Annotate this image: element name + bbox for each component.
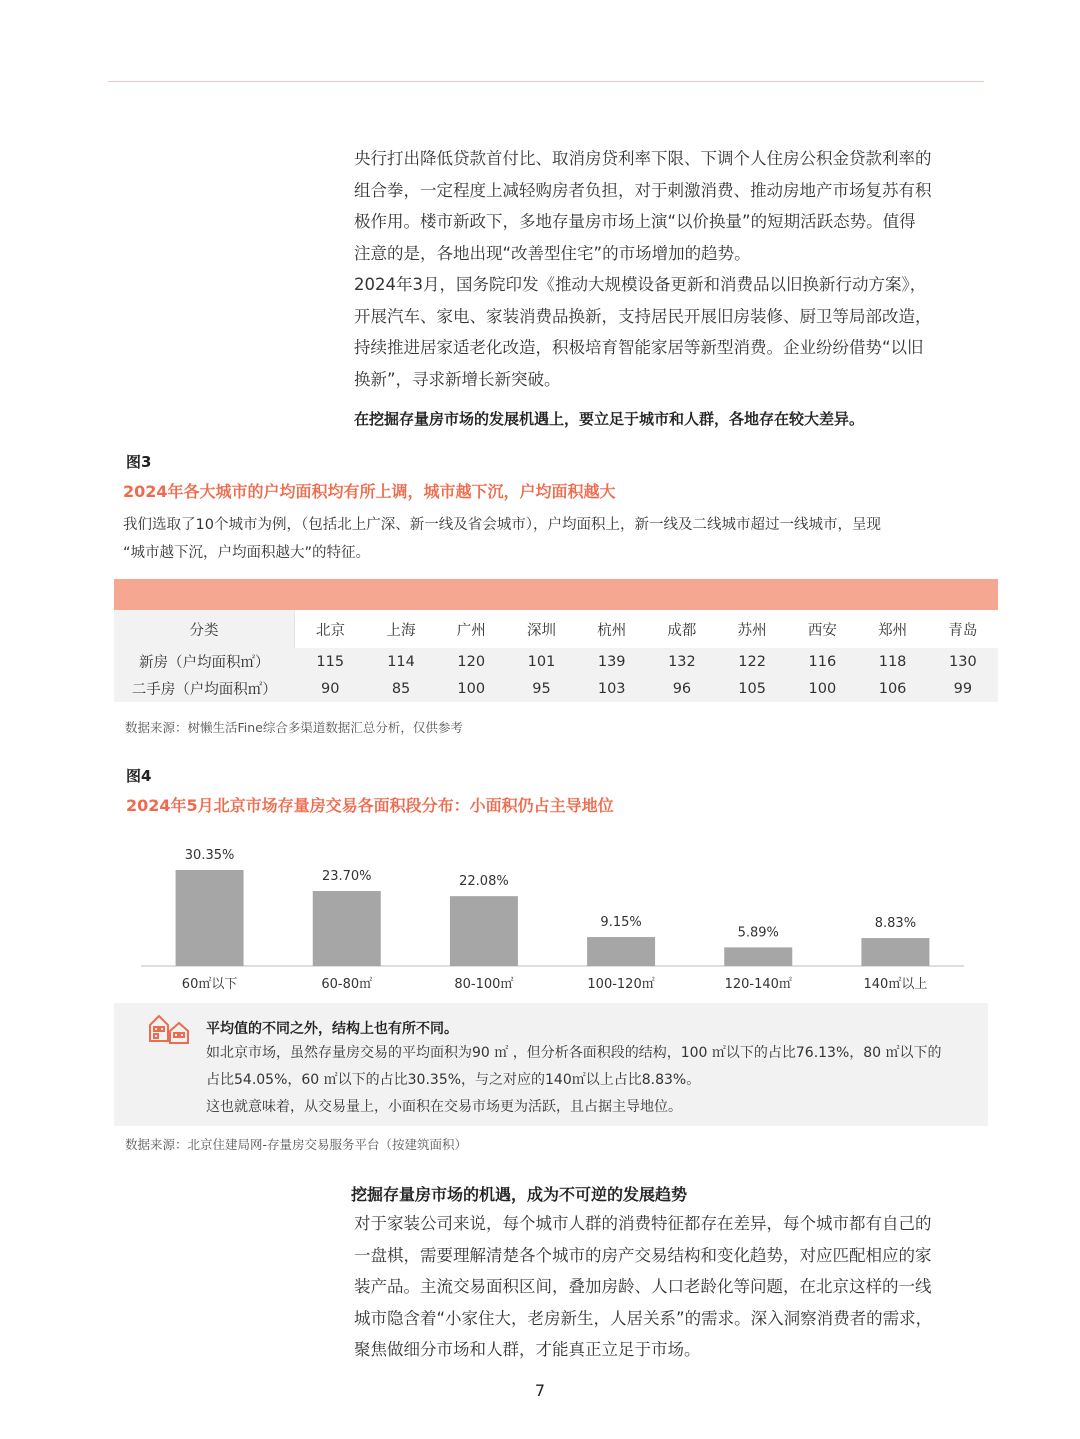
note-line: 这也就意味着，从交易量上，小面积在交易市场更为活跃，且占据主导地位。: [206, 1099, 682, 1115]
table-cell: 85: [366, 675, 436, 702]
table-header-cell: 成都: [667, 622, 697, 639]
table-cell: 115: [295, 648, 366, 675]
section-line: 聚焦做细分市场和人群，才能真正立足于市场。: [354, 1340, 701, 1359]
chart-bar: [587, 937, 655, 966]
section-title: 挖掘存量房市场的机遇，成为不可逆的发展趋势: [351, 1185, 688, 1204]
table-cell: 99: [928, 675, 998, 702]
chart-tick-label: 100-120㎡: [587, 977, 655, 992]
chart-bar: [450, 896, 518, 966]
chart-value-label: 22.08%: [459, 874, 509, 890]
chart-value-label: 23.70%: [321, 869, 372, 885]
table-header-cell: 分类: [114, 610, 295, 648]
table-cell: 120: [436, 648, 506, 675]
intro-line: 极作用。楼市新政下，多地存量房市场上演“以价换量”的短期活跃态势。值得: [354, 212, 916, 231]
figure3-label: 图3: [126, 453, 152, 471]
table-cell: 新房（户均面积㎡）: [114, 648, 295, 675]
table-cell: 132: [647, 648, 717, 675]
note-line: 占比54.05%，60 ㎡以下的占比30.35%，与之对应的140㎡以上占比8.83%。: [206, 1072, 701, 1088]
note-body: [206, 1040, 976, 1121]
intro-line: 央行打出降低贷款首付比、取消房贷利率下限、下调个人住房公积金贷款利率的: [354, 149, 932, 168]
table-header-cell: 广州: [456, 622, 486, 639]
chart-value-label: 5.89%: [737, 925, 779, 941]
table-cell: 130: [928, 648, 998, 675]
intro-bold-statement: 在挖掘存量房市场的发展机遇上，要立足于城市和人群，各地存在较大差异。: [354, 410, 865, 428]
intro-line: 换新”，寻求新增长新突破。: [354, 369, 561, 389]
chart-bar: [313, 891, 381, 966]
figure3-title: 2024年各大城市的户均面积均有所上调，城市越下沉，户均面积越大: [123, 482, 616, 501]
chart-value-label: 30.35%: [184, 848, 235, 863]
note-line: 如北京市场，虽然存量房交易的平均面积为90 ㎡ ，但分析各面积段的结构，100 ㎡以下的占比76.13%，80 ㎡以下的: [206, 1045, 942, 1061]
chart-tick-label: 60-80㎡: [321, 977, 373, 992]
table-header-cell: 苏州: [737, 622, 767, 639]
section-line: 一盘棋，需要理解清楚各个城市的房产交易结构和变化趋势，对应匹配相应的家: [354, 1245, 932, 1265]
chart-bar: [724, 947, 792, 966]
page-number: 7: [534, 1381, 546, 1400]
table-header-cell: 深圳: [526, 622, 556, 639]
section-line: 装产品。主流交易面积区间，叠加房龄、人口老龄化等问题，在北京这样的一线: [354, 1277, 932, 1296]
table-cell: 103: [577, 675, 647, 702]
chart-tick-label: 140㎡以上: [863, 977, 928, 992]
table-cell: 95: [506, 675, 576, 702]
intro-line: 持续推进居家适老化改造，积极培育智能家居等新型消费。企业纷纷借势“以旧: [354, 338, 924, 357]
table-cell: 114: [366, 648, 436, 675]
table-header-cell: 郑州: [878, 622, 908, 639]
chart-bar: [176, 870, 244, 966]
chart-tick-label: 80-100㎡: [454, 977, 514, 992]
table-cell: 116: [787, 648, 857, 675]
table-cell: 106: [857, 675, 927, 702]
chart-tick-label: 120-140㎡: [724, 977, 792, 992]
desc-line: 我们选取了10个城市为例，（包括北上广深、新一线及省会城市），户均面积上，新一线及二线城市超过一线城市，呈现: [123, 517, 881, 533]
table-header-cell: 杭州: [597, 622, 627, 639]
section-line: 城市隐含着“小家住大，老房新生，人居关系”的需求。深入洞察消费者的需求，: [354, 1308, 933, 1328]
table-cell: 100: [787, 675, 857, 702]
section-line: 对于家装公司来说，每个城市人群的消费特征都存在差异，每个城市都有自己的: [354, 1214, 932, 1233]
table-cell: 二手房（户均面积㎡）: [114, 675, 295, 702]
figure4-label: 图4: [126, 767, 152, 785]
table-header-cell: 西安: [807, 622, 837, 639]
houses-icon: [148, 1011, 192, 1045]
table-cell: 100: [436, 675, 506, 702]
intro-line: 开展汽车、家电、家装消费品换新，支持居民开展旧房装修、厨卫等局部改造，: [354, 306, 932, 326]
table-cell: 122: [717, 648, 787, 675]
chart-tick-label: 60㎡以下: [181, 977, 238, 992]
intro-line: 组合拳，一定程度上减轻购房者负担，对于刺激消费、推动房地产市场复苏有积: [354, 180, 932, 200]
table-cell: 139: [577, 648, 647, 675]
table-cell: 96: [647, 675, 717, 702]
intro-line: 注意的是，各地出现“改善型住宅”的市场增加的趋势。: [354, 243, 751, 263]
table-header-cell: 上海: [386, 622, 416, 639]
chart-value-label: 8.83%: [874, 916, 917, 932]
section-paragraph: [354, 1208, 984, 1366]
desc-line: “城市越下沉，户均面积越大”的特征。: [123, 545, 371, 561]
table-cell: 90: [295, 675, 366, 702]
figure3-source: 数据来源：树懒生活Fine综合多渠道数据汇总分析，仅供参考: [125, 720, 463, 735]
chart-bar: [861, 938, 929, 966]
table-cell: 101: [506, 648, 576, 675]
chart-value-label: 9.15%: [600, 915, 642, 931]
figure4-source: 数据来源：北京住建局网-存量房交易服务平台（按建筑面积）: [125, 1137, 468, 1152]
table-header-cell: 青岛: [948, 622, 978, 639]
table-cell: 105: [717, 675, 787, 702]
figure4-title: 2024年5月北京市场存量房交易各面积段分布：小面积仍占主导地位: [126, 796, 614, 815]
table-cell: 118: [857, 648, 927, 675]
table-header-cell: 北京: [315, 622, 345, 639]
note-title: 平均值的不同之外，结构上也有所不同。: [206, 1021, 458, 1037]
intro-line: 2024年3月，国务院印发《推动大规模设备更新和消费品以旧换新行动方案》，: [354, 275, 927, 294]
